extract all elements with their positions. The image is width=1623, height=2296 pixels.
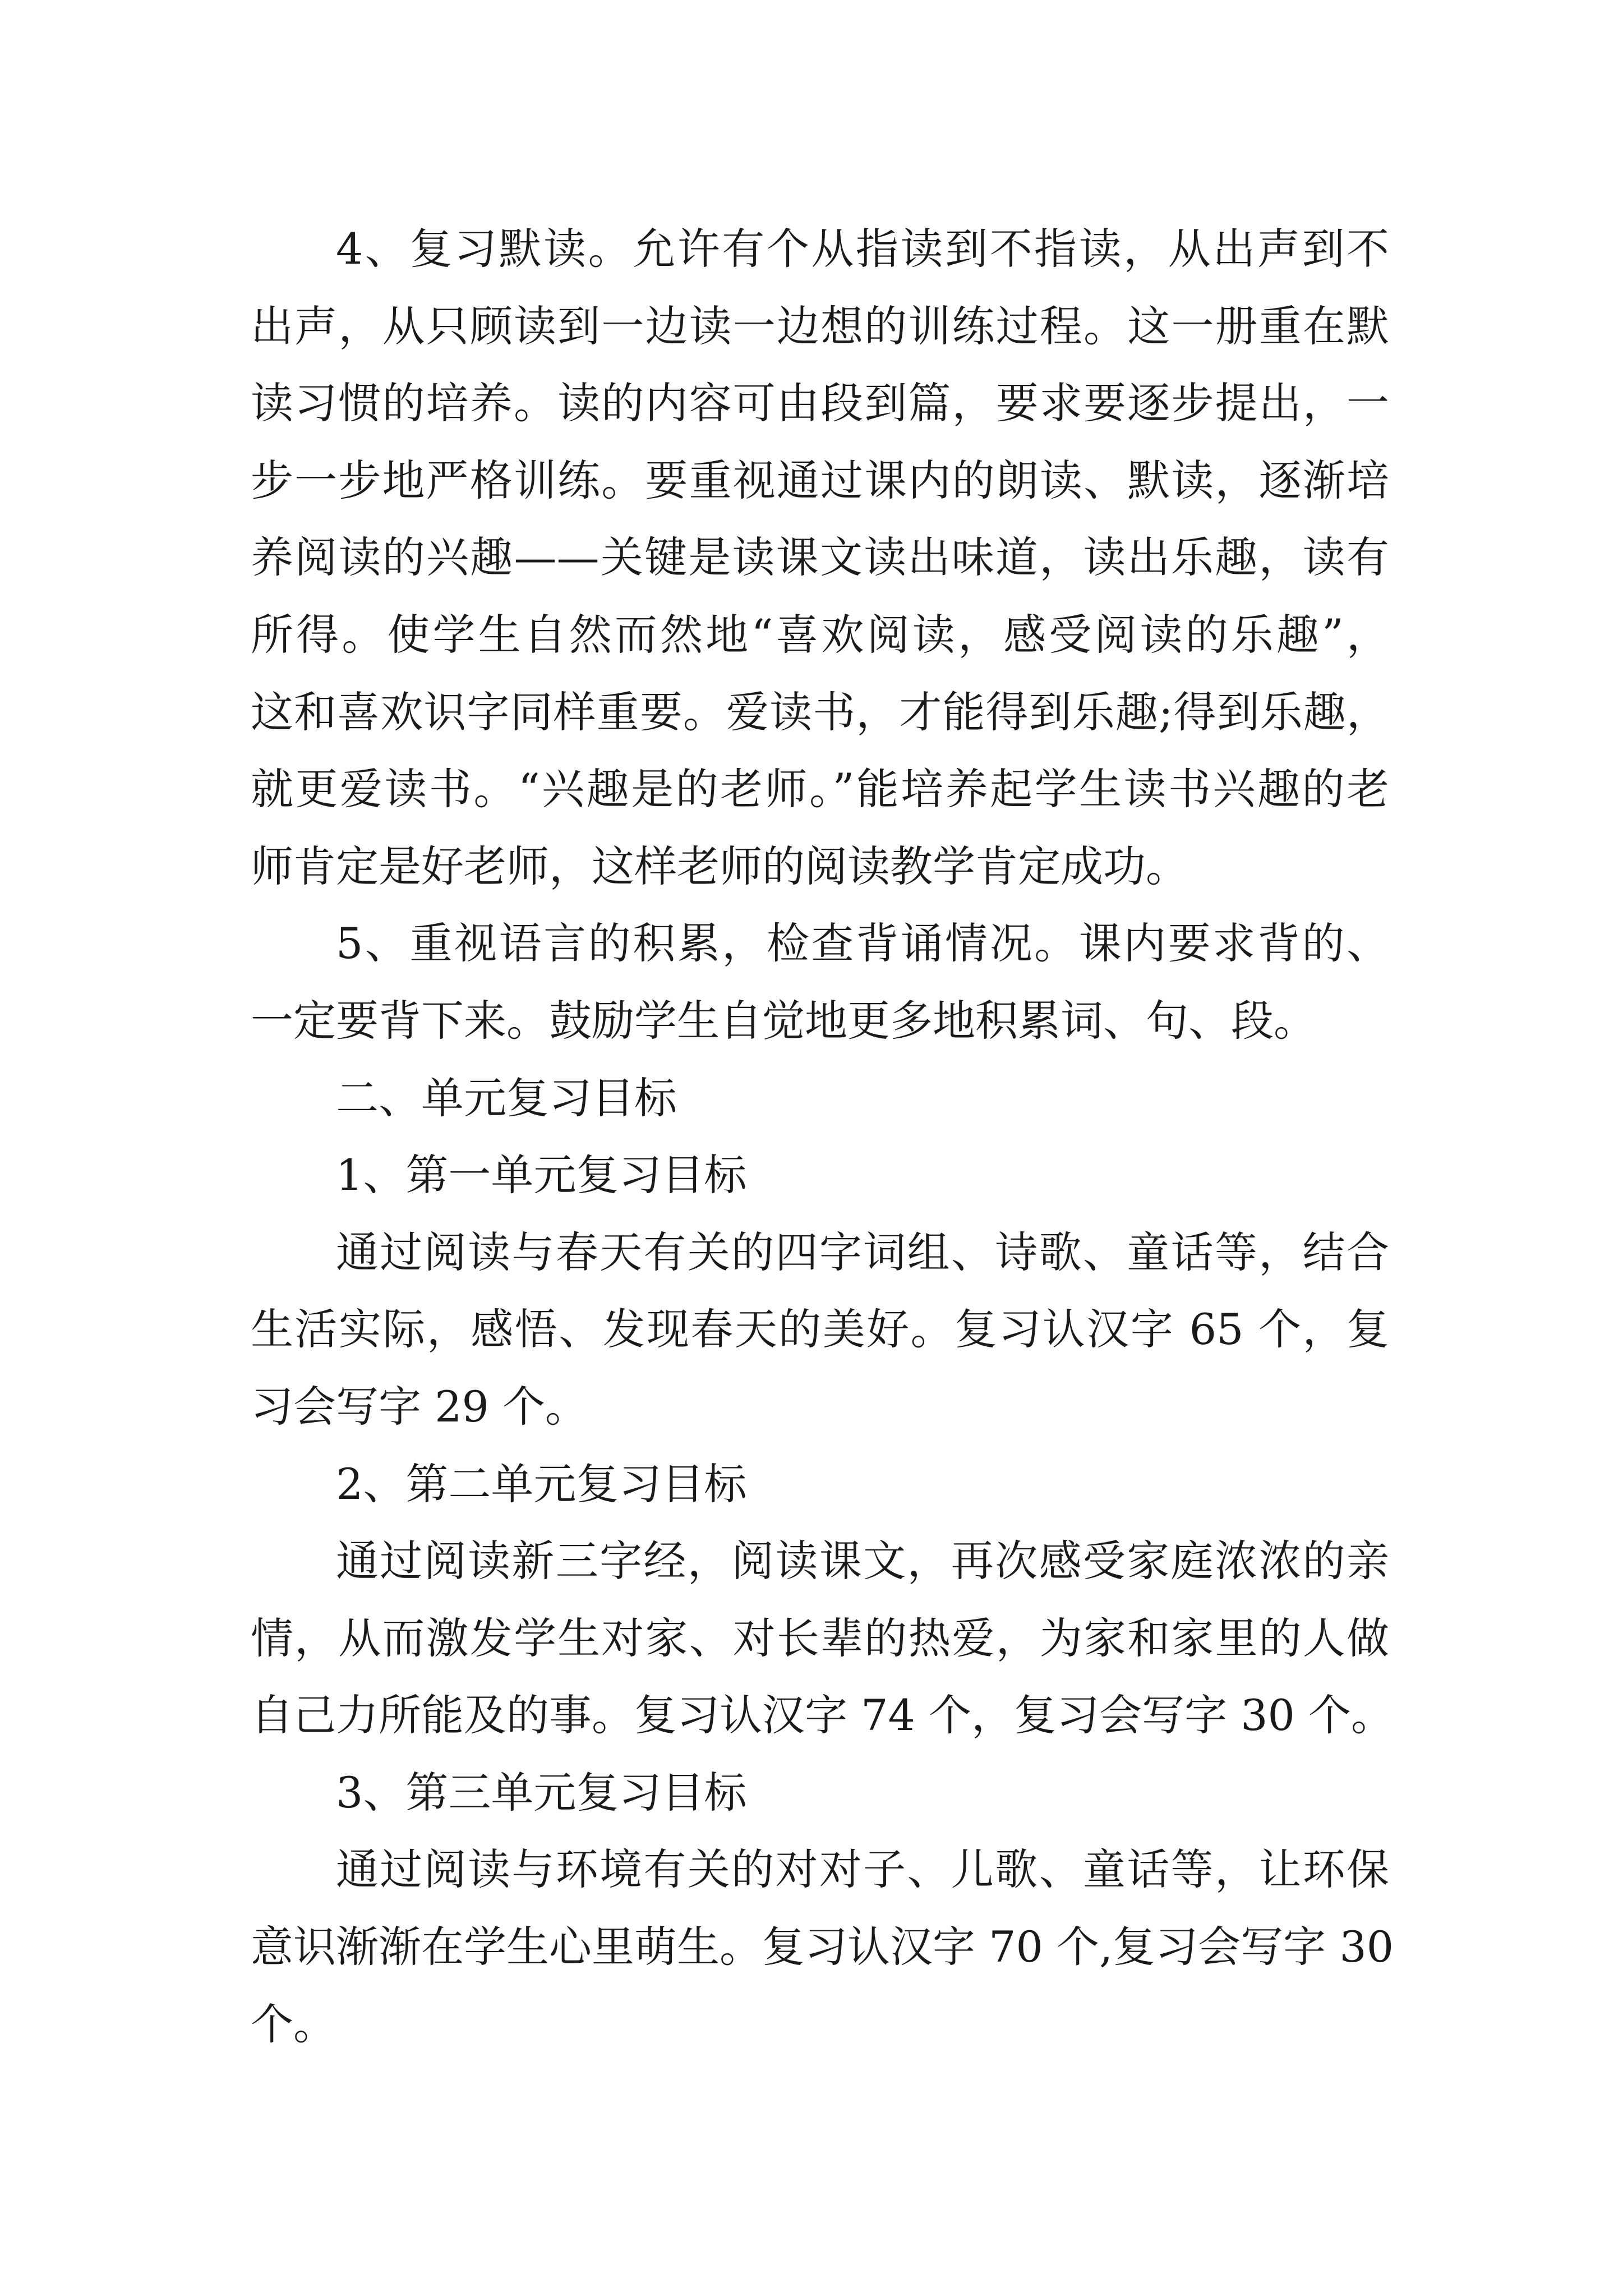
text-line: 就更爱读书。“兴趣是的老师。”能培养起学生读书兴趣的老 — [251, 764, 1389, 815]
text-line: 5、重视语言的积累，检查背诵情况。课内要求背的、 — [336, 918, 1389, 969]
document-body — [251, 210, 1394, 2063]
text-line: 1、第一单元复习目标 — [336, 1150, 747, 1200]
text-line: 2、第二单元复习目标 — [336, 1458, 747, 1509]
text-line: 这和喜欢识字同样重要。爱读书，才能得到乐趣;得到乐趣， — [251, 687, 1389, 737]
text-line: 4、复习默读。允许有个从指读到不指读，从出声到不 — [336, 224, 1389, 274]
text-line: 情，从而激发学生对家、对长辈的热爱，为家和家里的人做 — [251, 1613, 1389, 1663]
text-line: 师肯定是好老师，这样老师的阅读教学肯定成功。 — [251, 841, 1188, 891]
text-line: 步一步地严格训练。要重视通过课内的朗读、默读，逐渐培 — [251, 455, 1389, 505]
text-line: 生活实际，感悟、发现春天的美好。复习认汉字 65 个，复 — [251, 1304, 1389, 1355]
text-line: 通过阅读与春天有关的四字词组、诗歌、童话等，结合 — [336, 1227, 1389, 1277]
text-line: 3、第三单元复习目标 — [336, 1767, 747, 1818]
text-line: 所得。使学生自然而然地“喜欢阅读，感受阅读的乐趣”， — [251, 609, 1389, 660]
text-line: 养阅读的兴趣——关键是读课文读出味道，读出乐趣，读有 — [251, 532, 1389, 583]
text-line: 读习惯的培养。读的内容可由段到篇，要求要逐步提出，一 — [251, 378, 1389, 429]
text-line: 习会写字 29 个。 — [251, 1381, 588, 1432]
text-line: 一定要背下来。鼓励学生自觉地更多地积累词、句、段。 — [251, 995, 1316, 1046]
text-line: 通过阅读新三字经，阅读课文，再次感受家庭浓浓的亲 — [336, 1536, 1389, 1586]
text-line: 通过阅读与环境有关的对对子、儿歌、童话等，让环保 — [336, 1844, 1389, 1895]
text-line: 意识渐渐在学生心里萌生。复习认汉字 70 个,复习会写字 30 — [251, 1922, 1394, 1972]
text-line: 二、单元复习目标 — [336, 1073, 677, 1123]
text-line: 自己力所能及的事。复习认汉字 74 个，复习会写字 30 个。 — [251, 1690, 1394, 1741]
text-line: 个。 — [251, 1999, 336, 2049]
text-line: 出声，从只顾读到一边读一边想的训练过程。这一册重在默 — [251, 301, 1389, 351]
